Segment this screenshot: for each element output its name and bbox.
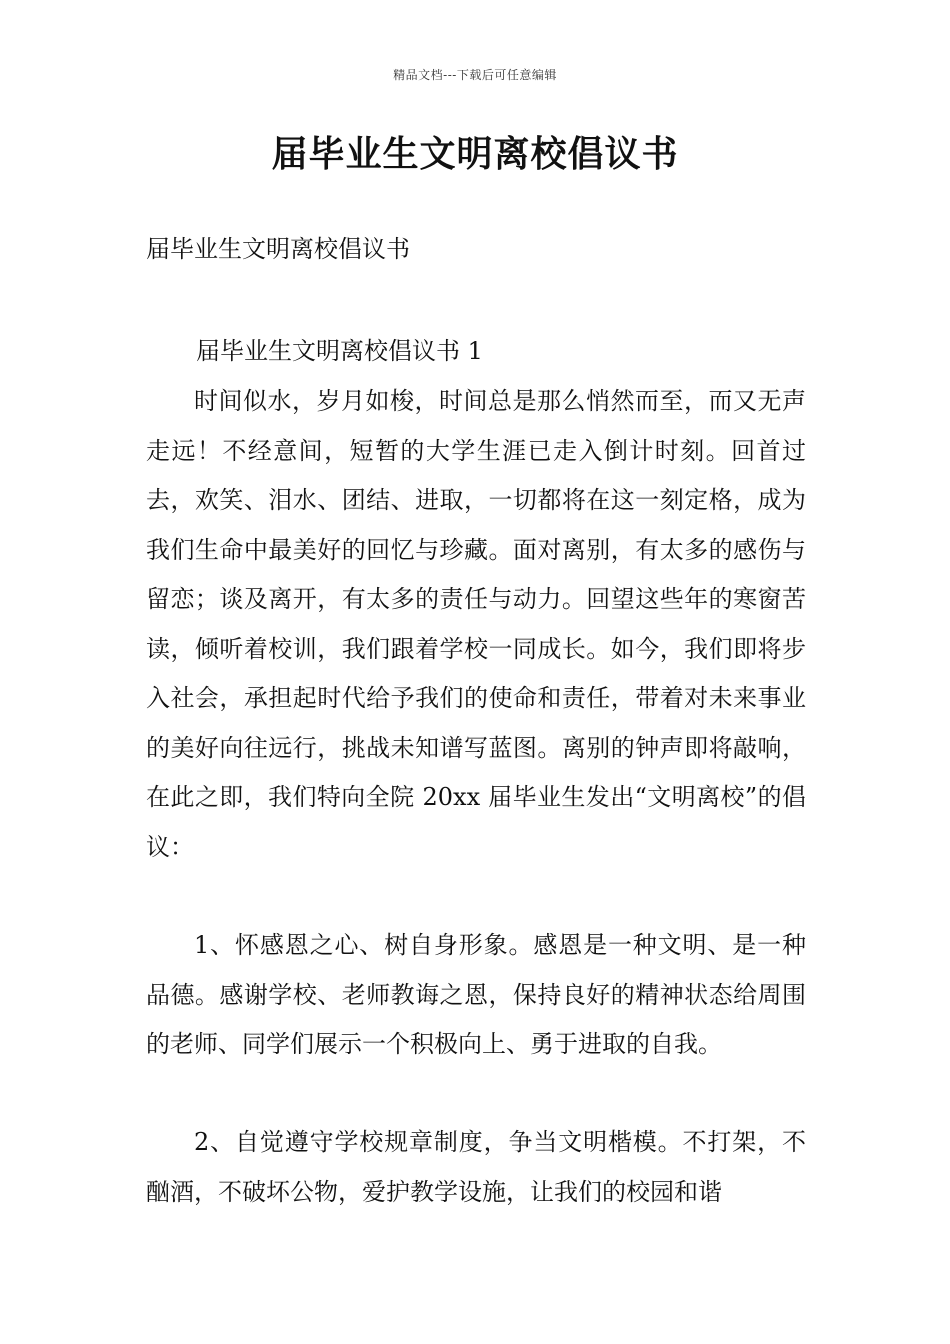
paragraph-text: 时间似水，岁月如梭，时间总是那么悄然而至，而又无声走远！不经意间，短暂的大学生涯已走入倒计时刻。回首过去，欢笑、泪水、团结、进取，一切都将在这一刻定格，成为我们生命中最美好的回忆与珍藏。面对离别，有太多的感伤与留恋；谈及离开，有太多的责任与动力。回望这些年的寒窗苦读，倾听着校训，我们跟着学校一同成长。如今，我们即将步入社会，承担起时代给予我们的使命和责任，带着对未来事业的美好向往远行，挑战未知谱写蓝图。离别的钟声即将敲响，在此之即，我们特向全院 20xx 届毕业生发出“文明离校”的倡议： <box>146 387 806 861</box>
section-heading: 届毕业生文明离校倡议书 1 <box>196 337 483 365</box>
body-paragraph-item-2 <box>146 1118 806 1217</box>
body-paragraph-intro <box>146 377 806 872</box>
document-subtitle: 届毕业生文明离校倡议书 <box>146 235 410 263</box>
header-note: 精品文档---下载后可任意编辑 <box>393 68 557 82</box>
paragraph-text: 1、怀感恩之心、树自身形象。感恩是一种文明、是一种品德。感谢学校、老师教诲之恩，保持良好的精神状态给周围的老师、同学们展示一个积极向上、勇于进取的自我。 <box>146 931 806 1058</box>
document-title: 届毕业生文明离校倡议书 <box>271 133 679 175</box>
paragraph-text: 2、自觉遵守学校规章制度，争当文明楷模。不打架，不酗酒，不破坏公物，爱护教学设施，让我们的校园和谐 <box>146 1128 806 1206</box>
body-paragraph-item-1 <box>146 921 806 1070</box>
